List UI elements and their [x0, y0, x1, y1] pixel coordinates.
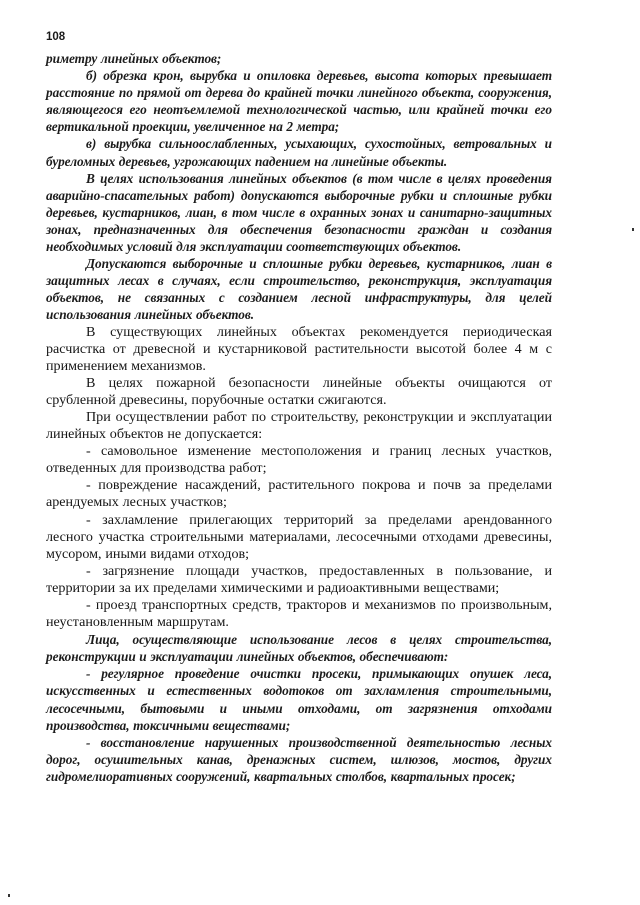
paragraph: б) обрезка крон, вырубка и опиловка деревьев, высота которых превышает расстояние по прямой от дерева до крайней точки линейного объекта, сооружения, являющегося его неотъемлемой технологической частью, или крайней точки его вертикальной проекции, увеличенное на 2 метра; [46, 68, 552, 135]
paragraph: В существующих линейных объектах рекомендуется периодическая расчистка от древесной и кустарниковой растительности высотой более 4 м с применением механизмов. [46, 323, 552, 374]
paragraph: в) вырубка сильноослабленных, усыхающих, сухостойных, ветровальных и буреломных деревьев, угрожающих падением на линейные объекты. [46, 136, 552, 169]
paragraph: При осуществлении работ по строительству, реконструкции и эксплуатации линейных объектов не допускается: [46, 408, 552, 443]
paragraph: - загрязнение площади участков, предоставленных в пользование, и территории за их пределами химическими и радиоактивными веществами; [46, 562, 552, 596]
paragraph: Лица, осуществляющие использование лесов в целях строительства, реконструкции и эксплуатации линейных объектов, обеспечивают: [46, 632, 552, 665]
paragraph: - захламление прилегающих территорий за пределами арендованного лесного участка строительными материалами, лесосечными отходами древесины, мусором, иными видами отходов; [46, 511, 552, 562]
paragraph: - регулярное проведение очистки просеки, примыкающих опушек леса, искусственных и естественных водотоков от захламления строительными, лесосечными, бытовыми и иными отходами, от загрязнения отходами производства, токсичными веществами; [46, 666, 552, 733]
paragraph: - проезд транспортных средств, тракторов и механизмов по произвольным, неустановленным маршрутам. [46, 597, 552, 631]
paragraph: В целях использования линейных объектов (в том числе в целях проведения аварийно-спасательных работ) допускаются выборочные рубки и сплошные рубки деревьев, кустарников, лиан, в том числе в охранных зонах и санитарно-защитных зонах, предназначенных для обеспечения безопасности граждан и создания необходимых условий для эксплуатации соответствующих объектов. [46, 170, 552, 255]
scan-speck [8, 894, 10, 897]
paragraph: Допускаются выборочные и сплошные рубки деревьев, кустарников, лиан в защитных лесах в случаях, если строительство, реконструкция, эксплуатация объектов, не связанных с созданием лесной инфраструктуры, для целей использования линейных объектов. [46, 256, 552, 323]
paragraph: В целях пожарной безопасности линейные объекты очищаются от срубленной древесины, порубочные остатки сжигаются. [46, 374, 552, 408]
paragraph: - повреждение насаждений, растительного покрова и почв за пределами арендуемых лесных участков; [46, 477, 552, 511]
paragraph: - восстановление нарушенных производственной деятельностью лесных дорог, осушительных канав, дренажных систем, шлюзов, мостов, других гидромелиоративных сооружений, квартальных столбов, квартальных просек; [46, 734, 552, 784]
paragraph: - самовольное изменение местоположения и границ лесных участков, отведенных для производства работ; [46, 443, 552, 477]
scan-speck [632, 228, 634, 231]
paragraph: риметру линейных объектов; [46, 51, 222, 66]
body-text [46, 50, 552, 785]
page-number: 108 [46, 31, 66, 43]
